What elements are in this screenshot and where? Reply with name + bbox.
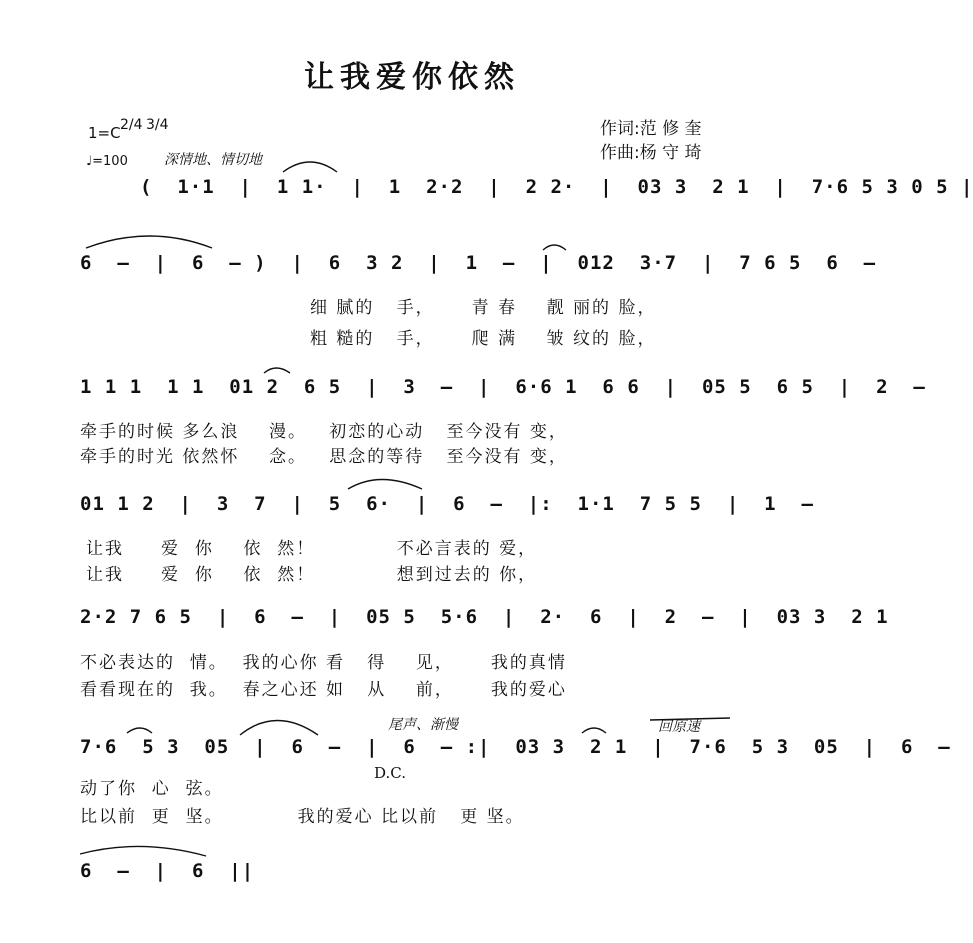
key-signature: 1=C bbox=[88, 124, 121, 142]
time-signature-2-4: 2/4 bbox=[120, 117, 143, 133]
notes-row-1: ( 1·1 | 1 1· | 1 2·2 | 2 2· | 03 3 2 1 | 7·6 5 3 0 5 | bbox=[140, 176, 973, 198]
tempo-mark: ♩=100 bbox=[86, 154, 128, 169]
lyrics-row-5-verse-1: 不必表达的 情。 我的心你 看 得 见， 我的真情 bbox=[80, 653, 567, 673]
notes-row-7: 6 – | 6 || bbox=[80, 860, 255, 882]
page-title: 让我爱你依然 bbox=[304, 60, 520, 95]
slur-9 bbox=[80, 846, 206, 856]
notes-row-3: 1 1 1 1 1 01 2 6 5 | 3 – | 6·6 1 6 6 | 05 5 6 5 | 2 – bbox=[80, 376, 926, 398]
lyrics-row-5-verse-2: 看看现在的 我。 春之心还 如 从 前， 我的爱心 bbox=[80, 680, 567, 700]
expression-start: 深情地、情切地 bbox=[164, 152, 262, 168]
slur-2 bbox=[86, 236, 212, 248]
notes-row-5: 2·2 7 6 5 | 6 – | 05 5 5·6 | 2· 6 | 2 – | 03 3 2 1 bbox=[80, 606, 889, 628]
lyrics-row-3-verse-1: 牵手的时候 多么浪 漫。 初恋的心动 至今没有 变， bbox=[80, 422, 568, 442]
lyrics-row-6-verse-1: 动了你 心 弦。 bbox=[80, 779, 224, 799]
expression-ending: 尾声、渐慢 bbox=[388, 717, 458, 733]
notes-row-4: 01 1 2 | 3 7 | 5 6· | 6 – |: 1·1 7 5 5 | 1 – bbox=[80, 493, 814, 515]
lyrics-row-2-verse-1: 细 腻的 手， 青 春 靓 丽的 脸， bbox=[310, 298, 657, 318]
slur-6 bbox=[127, 728, 152, 733]
composer-credit: 作曲:杨 守 琦 bbox=[600, 143, 702, 163]
slur-5 bbox=[348, 480, 422, 490]
slur-7 bbox=[240, 721, 318, 736]
slur-3 bbox=[543, 245, 566, 250]
ending-line bbox=[650, 718, 730, 720]
slur-1 bbox=[283, 162, 337, 172]
lyrics-row-4-verse-1: 让我 爱 你 依 然！ 不必言表的 爱， bbox=[86, 539, 538, 559]
slur-8 bbox=[582, 728, 606, 733]
expression-return: 回原速 bbox=[658, 719, 700, 735]
lyrics-row-2-verse-2: 粗 糙的 手， 爬 满 皱 纹的 脸， bbox=[310, 329, 657, 349]
lyricist-credit: 作词:范 修 奎 bbox=[600, 119, 702, 139]
lyrics-row-4-verse-2: 让我 爱 你 依 然！ 想到过去的 你， bbox=[86, 565, 538, 585]
dc-mark: D.C. bbox=[374, 764, 406, 782]
time-signature-3-4: 3/4 bbox=[146, 117, 169, 133]
slur-4 bbox=[264, 368, 290, 373]
tempo-value: =100 bbox=[92, 154, 128, 169]
notes-row-2: 6 – | 6 – ) | 6 3 2 | 1 – | 012 3·7 | 7 6 5 6 – bbox=[80, 252, 877, 274]
lyrics-row-3-verse-2: 牵手的时光 依然怀 念。 思念的等待 至今没有 变， bbox=[80, 447, 568, 467]
lyrics-row-6-verse-2: 比以前 更 坚。 我的爱心 比以前 更 坚。 bbox=[80, 807, 525, 827]
notes-row-6: 7·6 5 3 05 | 6 – | 6 – :| 03 3 2 1 | 7·6 5 3 05 | 6 – bbox=[80, 736, 951, 758]
